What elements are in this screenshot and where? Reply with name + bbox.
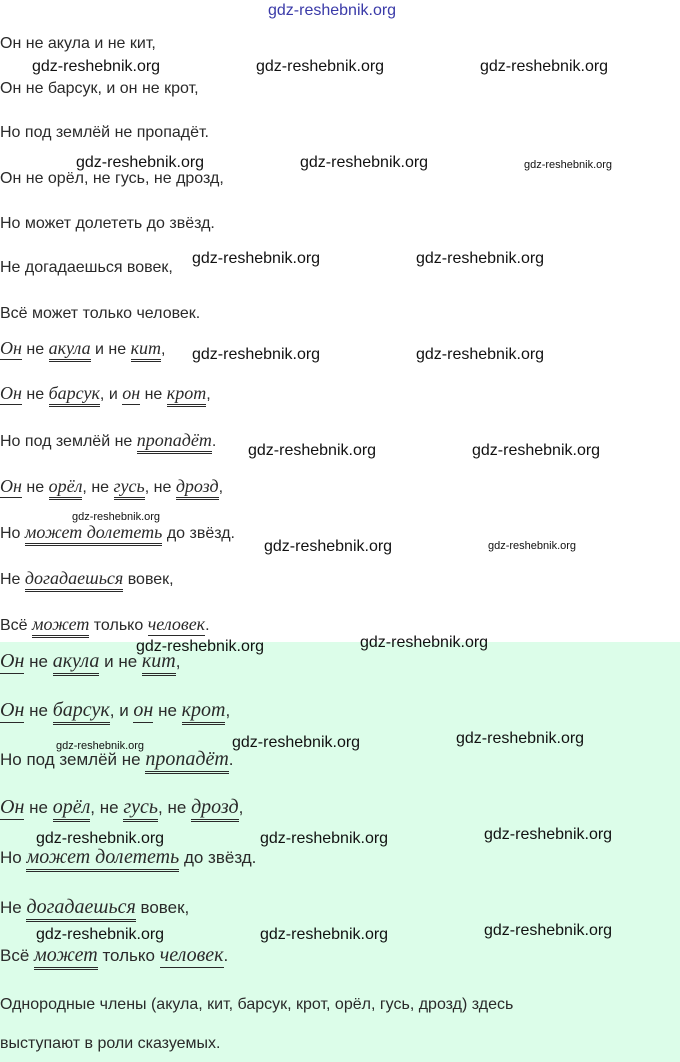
word: не <box>144 386 163 403</box>
plain-line-1: Он не акула и не кит, <box>0 35 156 52</box>
punct: . <box>223 946 229 965</box>
predicate-word: акула <box>49 338 91 362</box>
plain-line-5: Но может долететь до звёзд. <box>0 215 215 232</box>
parsed-line-2 <box>0 383 211 405</box>
punct: . <box>251 848 257 867</box>
conclusion-line-1: Однородные члены (акула, кит, барсук, крот, орёл, гусь, дрозд) здесь <box>0 996 514 1013</box>
punct: , <box>175 652 181 671</box>
subject-word: Он <box>0 796 25 818</box>
watermark-text: gdz-reshebnik.org <box>264 538 393 555</box>
plain-line-6: Не догадаешься вовек, <box>0 259 173 276</box>
watermark-text: gdz-reshebnik.org <box>484 922 613 939</box>
answer-line-3 <box>0 749 234 770</box>
watermark-text: gdz-reshebnik.org <box>256 58 385 75</box>
parsed-line-5 <box>0 522 235 544</box>
word: долететь <box>86 522 163 542</box>
predicate-word: крот <box>167 383 206 407</box>
watermark-text: gdz-reshebnik.org <box>76 154 205 171</box>
watermark-text: gdz-reshebnik.org <box>472 442 601 459</box>
punct: , <box>144 479 150 496</box>
watermark-text: gdz-reshebnik.org <box>232 734 361 751</box>
word: под землёй <box>24 433 111 450</box>
punct: , <box>90 798 96 817</box>
word: не <box>158 701 177 720</box>
plain-line-4: Он не орёл, не гусь, не дрозд, <box>0 170 224 187</box>
word: вовек <box>140 898 185 917</box>
watermark-text: gdz-reshebnik.org <box>484 826 613 843</box>
predicate-word: пропадёт <box>137 430 212 454</box>
predicate-word: крот <box>182 699 226 725</box>
predicate-word: гусь <box>123 796 158 822</box>
answer-line-2 <box>0 700 230 721</box>
word: не <box>29 798 48 817</box>
predicate-word <box>26 846 179 872</box>
watermark-text: gdz-reshebnik.org <box>268 2 397 19</box>
subject-word: он <box>133 699 154 721</box>
punct: , <box>169 571 174 588</box>
word: до звёзд <box>183 848 252 867</box>
word: долететь <box>95 846 180 868</box>
word: вовек <box>127 571 170 588</box>
subject-word: человек <box>159 944 224 966</box>
conclusion-line-2: выступают в роли сказуемых. <box>0 1035 221 1052</box>
plain-line-2: Он не барсук, и он не крот, <box>0 80 199 97</box>
word: не <box>29 701 48 720</box>
predicate-word: кит <box>131 338 161 362</box>
word: Но <box>0 433 21 450</box>
predicate-word: пропадёт <box>145 748 228 774</box>
watermark-text: gdz-reshebnik.org <box>416 346 545 363</box>
punct: , <box>99 386 105 403</box>
watermark-text: gdz-reshebnik.org <box>524 159 613 171</box>
punct: . <box>205 617 210 634</box>
punct: , <box>184 898 190 917</box>
word: не <box>91 479 110 496</box>
subject-word: Он <box>0 476 22 496</box>
word: не <box>29 652 48 671</box>
answer-line-6 <box>0 897 189 918</box>
punct: , <box>238 798 244 817</box>
watermark-text: gdz-reshebnik.org <box>488 540 577 552</box>
punct: , <box>161 341 166 358</box>
watermark-text: gdz-reshebnik.org <box>32 58 161 75</box>
predicate-word: догадаешься <box>25 568 123 592</box>
predicate-word: акула <box>53 650 100 676</box>
word: не <box>108 341 127 358</box>
watermark-text: gdz-reshebnik.org <box>360 634 489 651</box>
predicate-word: гусь <box>114 476 145 500</box>
watermark-text: gdz-reshebnik.org <box>456 730 585 747</box>
watermark-text: gdz-reshebnik.org <box>416 250 545 267</box>
word: не <box>121 750 141 769</box>
word: Не <box>0 898 22 917</box>
word: не <box>99 798 119 817</box>
word: не <box>26 386 45 403</box>
answer-line-4 <box>0 797 243 818</box>
watermark-text: gdz-reshebnik.org <box>36 926 165 943</box>
punct: , <box>158 798 163 817</box>
predicate-word: барсук <box>53 699 110 725</box>
word: и <box>95 341 104 358</box>
parsed-line-4 <box>0 476 223 498</box>
punct: , <box>109 701 115 720</box>
word: может <box>24 522 83 542</box>
watermark-text: gdz-reshebnik.org <box>136 638 265 655</box>
subject-word: человек <box>147 614 206 634</box>
punct: . <box>228 750 234 769</box>
word: Не <box>0 571 21 588</box>
predicate-word: барсук <box>49 383 100 407</box>
watermark-text: gdz-reshebnik.org <box>72 511 161 523</box>
subject-word: Он <box>0 699 25 721</box>
watermark-text: gdz-reshebnik.org <box>36 830 165 847</box>
word: может <box>26 846 91 868</box>
word: и <box>108 386 118 403</box>
predicate-word: может <box>34 944 98 970</box>
predicate-word: орёл <box>49 476 83 500</box>
word: Всё <box>0 617 28 634</box>
parsed-line-1 <box>0 338 165 360</box>
subject-word: он <box>122 383 141 403</box>
predicate-word: может <box>32 614 89 638</box>
watermark-text: gdz-reshebnik.org <box>248 442 377 459</box>
word: под землёй <box>26 750 118 769</box>
plain-line-7: Всё может только человек. <box>0 305 201 322</box>
answer-line-7 <box>0 945 228 966</box>
word: только <box>102 946 155 965</box>
watermark-text: gdz-reshebnik.org <box>192 346 321 363</box>
watermark-text: gdz-reshebnik.org <box>56 740 145 752</box>
punct: . <box>230 525 235 542</box>
predicate-word: дрозд <box>176 476 219 500</box>
word: не <box>26 341 45 358</box>
word: Но <box>0 750 22 769</box>
subject-word: Он <box>0 338 22 358</box>
predicate-word: дрозд <box>191 796 239 822</box>
watermark-text: gdz-reshebnik.org <box>260 926 389 943</box>
parsed-line-6 <box>0 568 174 590</box>
parsed-line-3 <box>0 430 216 452</box>
predicate-word: орёл <box>53 796 91 822</box>
word: и <box>119 701 129 720</box>
watermark-text: gdz-reshebnik.org <box>260 830 389 847</box>
watermark-text: gdz-reshebnik.org <box>480 58 609 75</box>
word: не <box>118 652 138 671</box>
predicate-word: догадаешься <box>26 896 135 922</box>
answer-line-5 <box>0 847 256 868</box>
punct: . <box>211 433 217 450</box>
predicate-word: кит <box>142 650 176 676</box>
parsed-line-7 <box>0 614 210 636</box>
subject-word: Он <box>0 650 25 672</box>
predicate-word <box>25 522 162 546</box>
word: только <box>93 617 144 634</box>
word: Но <box>0 848 22 867</box>
punct: , <box>218 479 224 496</box>
word: не <box>114 433 133 450</box>
word: и <box>104 652 114 671</box>
punct: , <box>225 701 231 720</box>
word: до звёзд <box>166 525 231 542</box>
punct: , <box>82 479 87 496</box>
watermark-text: gdz-reshebnik.org <box>300 154 429 171</box>
word: не <box>26 479 45 496</box>
word: Всё <box>0 946 30 965</box>
subject-word: Он <box>0 383 22 403</box>
word: Но <box>0 525 21 542</box>
word: не <box>153 479 172 496</box>
punct: , <box>206 386 211 403</box>
plain-line-3: Но под землёй не пропадёт. <box>0 124 209 141</box>
watermark-text: gdz-reshebnik.org <box>192 250 321 267</box>
word: не <box>167 798 187 817</box>
